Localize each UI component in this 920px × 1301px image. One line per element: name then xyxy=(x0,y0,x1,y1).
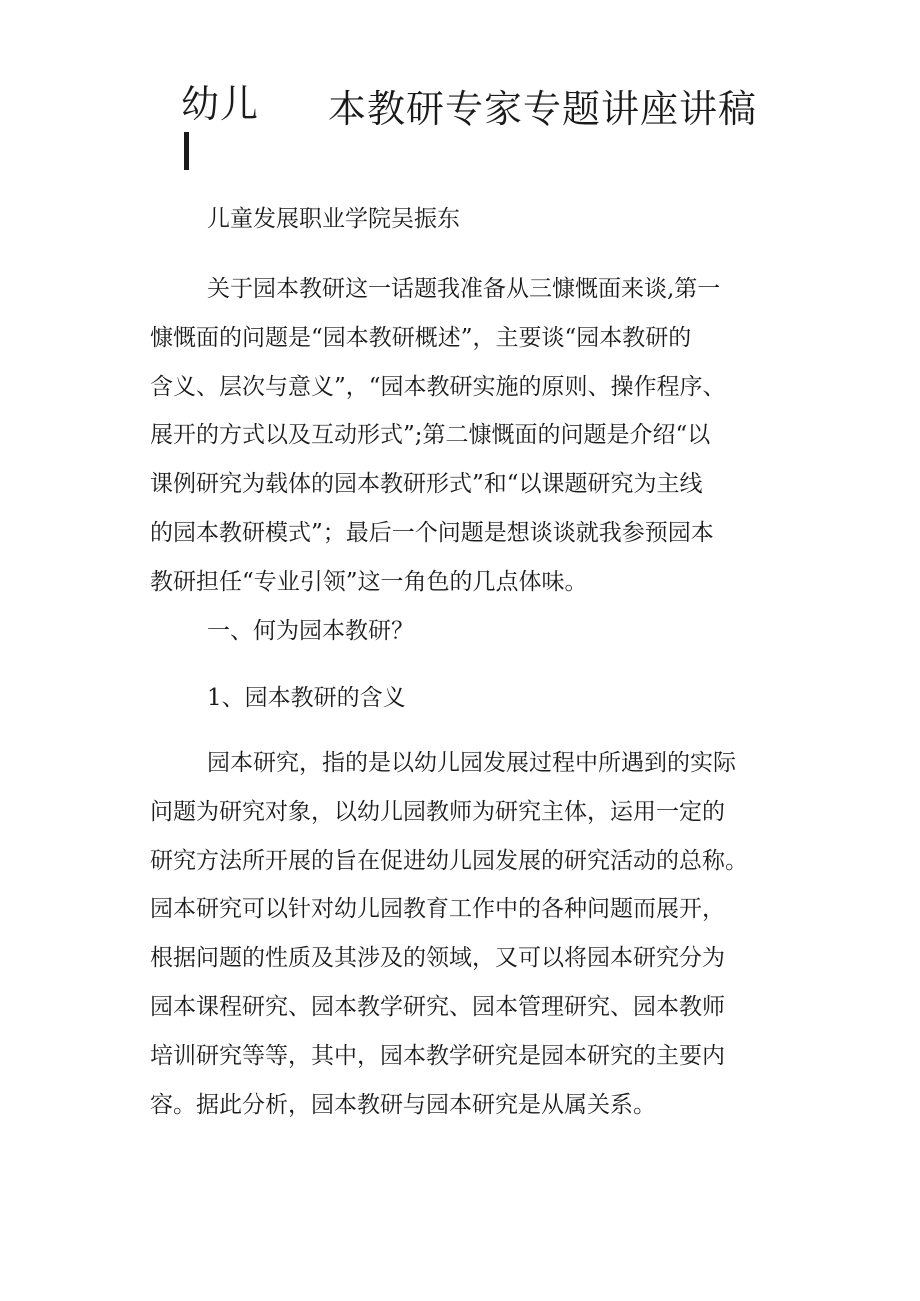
paragraph-line: 根据问题的性质及其涉及的领域，又可以将园本研究分为 xyxy=(150,945,725,972)
paragraph-line: 问题为研究对象，以幼儿园教师为研究主体，运用一定的 xyxy=(150,798,725,825)
paragraph-line: 展开的方式以及互动形式”;第二慷慨面的问题是介绍“以 xyxy=(150,422,711,449)
page-title: 本教研专家专题讲座讲稿 xyxy=(328,87,758,131)
paragraph-line: 容。据此分析，园本教研与园本研究是从属关系。 xyxy=(150,1091,656,1118)
paragraph-line: 园本研究，指的是以幼儿园发展过程中所遇到的实际 xyxy=(207,750,736,776)
paragraph-line: 园本课程研究、园本教学研究、园本管理研究、园本教师 xyxy=(150,993,725,1020)
paragraph-line: 关于园本教研这一话题我准备从三慷慨面来谈,第一 xyxy=(207,276,721,302)
paragraph-line: 培训研究等等，其中，园本教学研究是园本研究的主要内 xyxy=(150,1042,725,1069)
subsection-heading: 1、园本教研的含义 xyxy=(207,685,406,711)
paragraph-line: 教研担任“专业引领”这一角色的几点体味。 xyxy=(150,568,588,595)
title-left-fragment: 幼儿 xyxy=(181,82,260,126)
title-vertical-bar xyxy=(184,132,189,170)
paragraph-line: 园本研究可以针对幼儿园教育工作中的各种问题而展开， xyxy=(150,896,725,923)
paragraph-line: 课例研究为载体的园本教研形式”和“以课题研究为主线 xyxy=(150,471,703,498)
body-paragraph xyxy=(150,739,790,1129)
paragraph-line: 的园本教研模式”；最后一个问题是想谈谈就我参预园本 xyxy=(150,519,714,546)
author-line: 儿童发展职业学院吴振东 xyxy=(207,206,460,232)
paragraph-line: 慷慨面的问题是“园本教研概述”，主要谈“园本教研的 xyxy=(150,324,692,351)
paragraph-line: 含义、层次与意义”，“园本教研实施的原则、操作程序、 xyxy=(150,373,726,400)
intro-paragraph xyxy=(150,265,790,607)
section-heading: 一、何为园本教研？ xyxy=(207,618,414,644)
paragraph-line: 研究方法所开展的旨在促进幼儿园发展的研究活动的总称。 xyxy=(150,847,748,874)
